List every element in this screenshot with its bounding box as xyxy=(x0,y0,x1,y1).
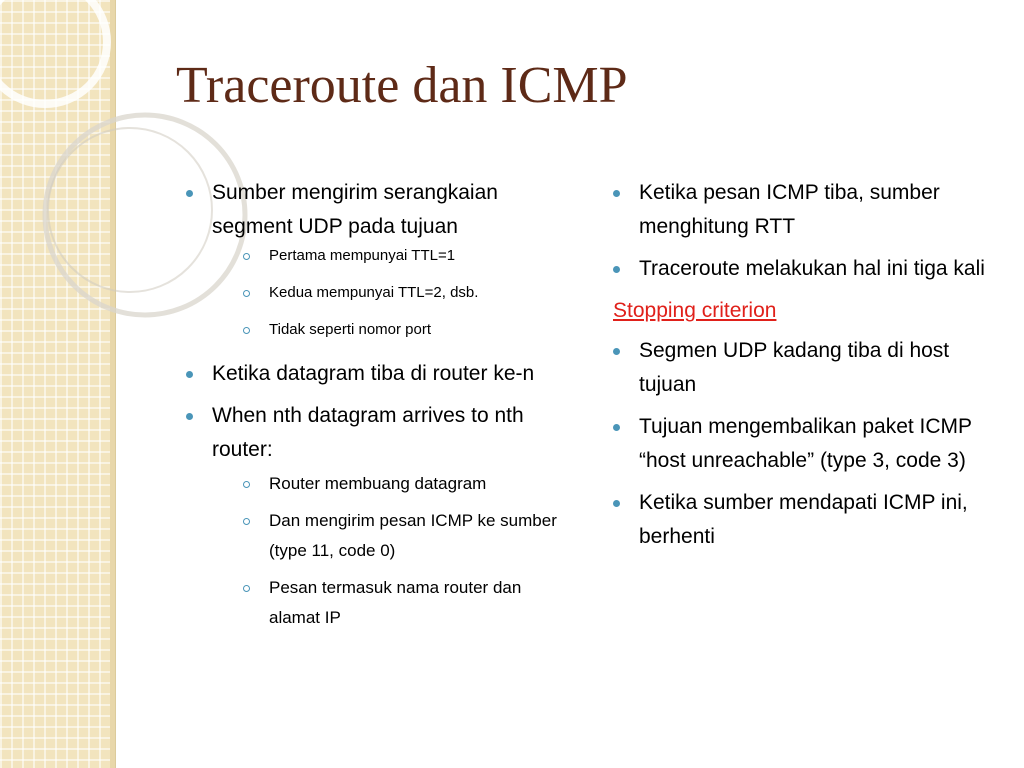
bullet-text: When nth datagram arrives to nth router: xyxy=(212,404,524,461)
left-bullet-list xyxy=(186,176,566,641)
list-item: Ketika sumber mendapati ICMP ini, berhenti xyxy=(613,486,993,554)
list-item: Dan mengirim pesan ICMP ke sumber (type 11, code 0) xyxy=(212,506,566,566)
list-item: Tidak seperti nomor port xyxy=(212,320,566,340)
list-item: Tujuan mengembalikan paket ICMP “host unreachable” (type 3, code 3) xyxy=(613,410,993,478)
list-item: Router membuang datagram xyxy=(212,469,566,499)
list-item: Segmen UDP kadang tiba di host tujuan xyxy=(613,334,993,402)
list-item: Ketika datagram tiba di router ke-n xyxy=(186,357,566,391)
list-item: Ketika pesan ICMP tiba, sumber menghitung RTT xyxy=(613,176,993,244)
slide-title: Traceroute dan ICMP xyxy=(176,57,628,114)
list-item: Kedua mempunyai TTL=2, dsb. xyxy=(212,283,566,303)
list-item: Pertama mempunyai TTL=1 xyxy=(212,246,566,266)
list-item: Traceroute melakukan hal ini tiga kali xyxy=(613,252,993,286)
list-item: Pesan termasuk nama router dan alamat IP xyxy=(212,573,566,633)
list-item xyxy=(186,176,566,340)
list-item xyxy=(186,399,566,633)
bullet-text: Sumber mengirim serangkaian segment UDP pada tujuan xyxy=(212,181,498,238)
right-bullet-list xyxy=(613,176,993,562)
stopping-criterion-heading: Stopping criterion xyxy=(613,299,777,322)
sub-bullet-list xyxy=(212,469,566,633)
sub-bullet-list xyxy=(212,246,566,340)
